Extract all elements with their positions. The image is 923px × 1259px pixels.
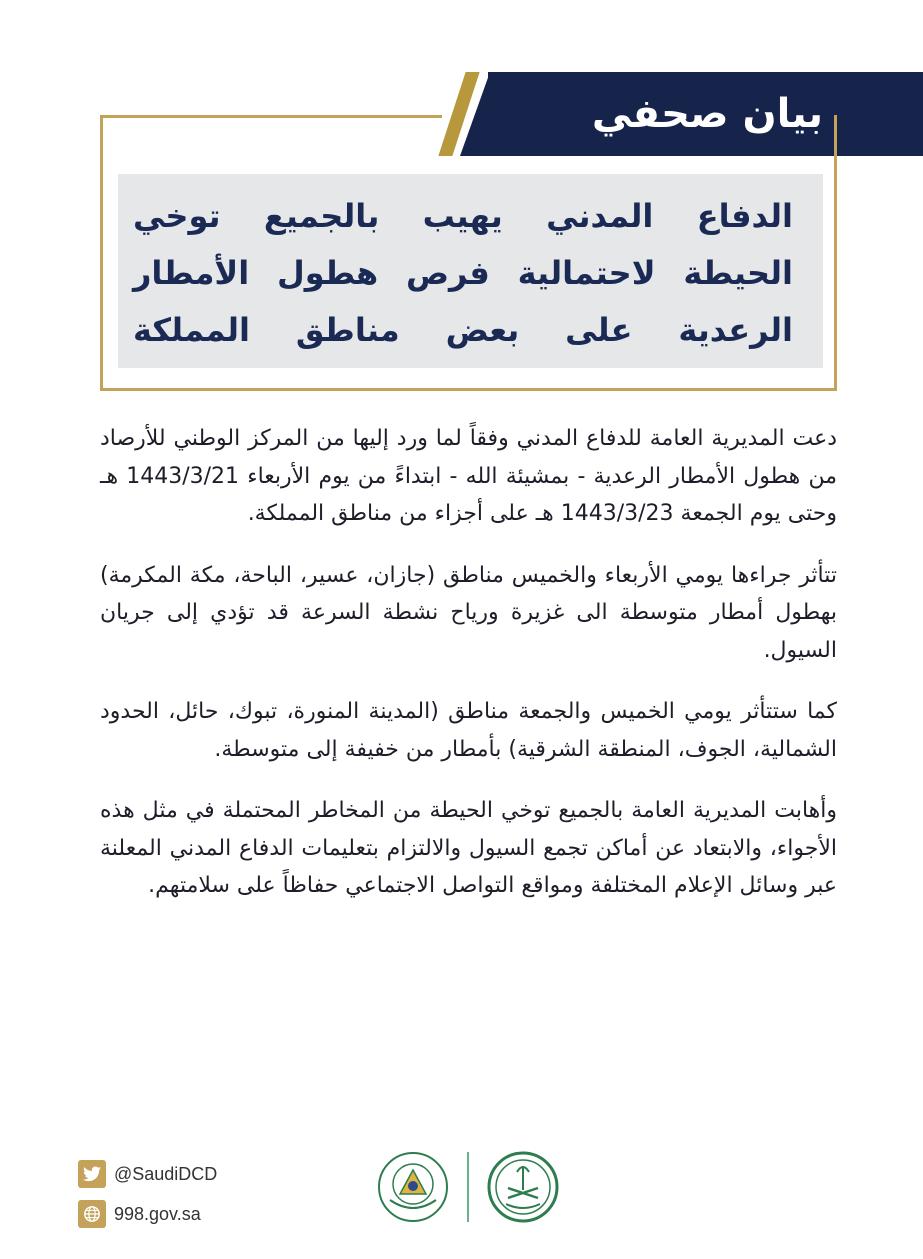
ministry-interior-emblem-icon bbox=[486, 1150, 560, 1224]
paragraph-3: كما ستتأثر يومي الخميس والجمعة مناطق (المدينة المنورة، تبوك، حائل، الحدود الشمالية، الجوف، المنطقة الشرقية) بأمطار من خفيفة إلى متوسطة. bbox=[100, 699, 837, 762]
headline-line-2: الحيطة لاحتمالية فرص هطول الأمطار bbox=[133, 254, 793, 292]
civil-defense-emblem-icon bbox=[376, 1150, 450, 1224]
logo-divider bbox=[467, 1152, 469, 1222]
headline-line-1: الدفاع المدني يهيب بالجميع توخي bbox=[133, 197, 793, 235]
twitter-handle: @SaudiDCD bbox=[114, 1163, 218, 1184]
paragraph-2: تتأثر جراءها يومي الأربعاء والخميس مناطق (جازان، عسير، الباحة، مكة المكرمة) بهطول أمطار متوسطة الى غزيرة ورياح نشطة السرعة قد تؤدي إلى جريان السيول. bbox=[100, 562, 837, 663]
headline bbox=[133, 188, 793, 359]
headline-line-3: الرعدية على بعض مناطق المملكة bbox=[133, 311, 793, 349]
paragraph-4: وأهابت المديرية العامة بالجميع توخي الحيطة من المخاطر المحتملة في مثل هذه الأجواء، والابتعاد عن أماكن تجمع السيول والالتزام بتعليمات الدفاع المدني المعلنة عبر وسائل الإعلام المختلفة ومواقع التواصل الاجتماعي حفاظاً على سلامتهم. bbox=[100, 798, 837, 898]
social-links bbox=[78, 1156, 217, 1236]
website-link[interactable] bbox=[78, 1196, 217, 1232]
paragraph-1: دعت المديرية العامة للدفاع المدني وفقاً لما ورد إليها من المركز الوطني للأرصاد من هطول الأمطار الرعدية - بمشيئة الله - ابتداءً من يوم الأربعاء 1443/3/21 هـ وحتى يوم الجمعة 1443/3/23 هـ على أجزاء من مناطق المملكة. bbox=[100, 426, 837, 526]
twitter-icon bbox=[78, 1160, 106, 1188]
website-url: 998.gov.sa bbox=[114, 1203, 201, 1224]
twitter-link[interactable] bbox=[78, 1156, 217, 1192]
statement-body bbox=[100, 420, 837, 929]
page-title: بيان صحفي bbox=[591, 91, 823, 137]
globe-icon bbox=[78, 1200, 106, 1228]
headline-box bbox=[118, 174, 823, 368]
